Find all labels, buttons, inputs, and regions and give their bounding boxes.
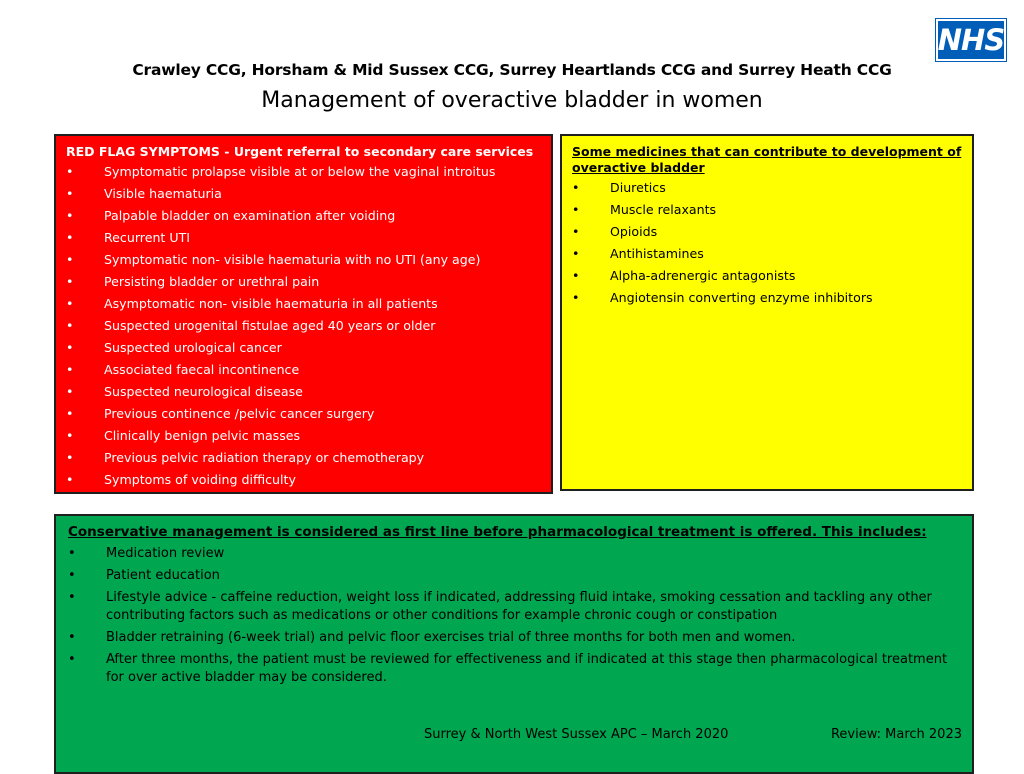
medicines-list xyxy=(572,180,962,306)
list-item-text: Medication review xyxy=(106,546,225,561)
list-item xyxy=(572,180,962,196)
list-item xyxy=(66,296,541,312)
bullet-icon: • xyxy=(66,318,74,333)
nhs-logo: NHS xyxy=(936,19,1006,61)
medicines-heading: Some medicines that can contribute to development of overactive bladder xyxy=(572,144,962,175)
list-item-text: Asymptomatic non- visible haematuria in all patients xyxy=(104,296,438,311)
bullet-icon: • xyxy=(572,268,580,283)
list-item-text: Suspected neurological disease xyxy=(104,384,303,399)
list-item xyxy=(572,246,962,262)
list-item xyxy=(68,629,960,647)
list-item-text: Previous pelvic radiation therapy or chemotherapy xyxy=(104,450,425,465)
list-item-text: Previous continence /pelvic cancer surgery xyxy=(104,406,375,421)
list-item xyxy=(66,450,541,466)
list-item xyxy=(66,186,541,202)
conservative-heading: Conservative management is considered as first line before pharmacological treatment is offered. This includes: xyxy=(68,524,927,540)
bullet-icon: • xyxy=(66,274,74,289)
bullet-icon: • xyxy=(66,252,74,267)
bullet-icon: • xyxy=(572,224,580,239)
bullet-icon: • xyxy=(68,546,76,561)
bullet-icon: • xyxy=(66,384,74,399)
list-item-text: Diuretics xyxy=(610,180,666,195)
list-item xyxy=(572,224,962,240)
list-item xyxy=(572,202,962,218)
bullet-icon: • xyxy=(572,202,580,217)
bullet-icon: • xyxy=(68,590,76,605)
list-item xyxy=(66,208,541,224)
list-item-text: Visible haematuria xyxy=(104,186,222,201)
bullet-icon: • xyxy=(66,362,74,377)
bullet-icon: • xyxy=(66,428,74,443)
list-item xyxy=(68,589,960,625)
bullet-icon: • xyxy=(66,208,74,223)
list-item-text: Bladder retraining (6-week trial) and pelvic floor exercises trial of three months for both men and women. xyxy=(106,630,796,645)
list-item-text: Persisting bladder or urethral pain xyxy=(104,274,320,289)
red-flag-heading: RED FLAG SYMPTOMS - Urgent referral to secondary care services xyxy=(66,144,534,159)
list-item xyxy=(68,545,960,563)
list-item-text: Clinically benign pelvic masses xyxy=(104,428,301,443)
list-item-text: Suspected urogenital fistulae aged 40 years or older xyxy=(104,318,436,333)
conservative-list xyxy=(68,545,960,687)
bullet-icon: • xyxy=(66,164,74,179)
list-item xyxy=(572,268,962,284)
page-title: Management of overactive bladder in women xyxy=(261,88,763,113)
list-item-text: After three months, the patient must be reviewed for effectiveness and if indicated at this stage then pharmacological treatment for over active bladder may be considered. xyxy=(106,652,948,685)
medicines-panel xyxy=(560,134,974,491)
list-item-text: Symptomatic non- visible haematuria with no UTI (any age) xyxy=(104,252,481,267)
red-flag-panel xyxy=(54,134,553,494)
list-item xyxy=(66,428,541,444)
list-item-text: Palpable bladder on examination after voiding xyxy=(104,208,396,223)
bullet-icon: • xyxy=(68,568,76,583)
list-item xyxy=(68,567,960,585)
bullet-icon: • xyxy=(66,406,74,421)
bullet-icon: • xyxy=(572,246,580,261)
bullet-icon: • xyxy=(68,652,76,667)
ccg-subtitle: Crawley CCG, Horsham & Mid Sussex CCG, Surrey Heartlands CCG and Surrey Heath CCG xyxy=(132,61,892,79)
list-item-text: Symptomatic prolapse visible at or below the vaginal introitus xyxy=(104,164,496,179)
list-item xyxy=(572,290,962,306)
bullet-icon: • xyxy=(68,630,76,645)
list-item xyxy=(66,318,541,334)
list-item-text: Suspected urological cancer xyxy=(104,340,282,355)
bullet-icon: • xyxy=(572,180,580,195)
list-item-text: Angiotensin converting enzyme inhibitors xyxy=(610,290,873,305)
list-item xyxy=(68,651,960,687)
bullet-icon: • xyxy=(66,296,74,311)
list-item xyxy=(66,406,541,422)
list-item-text: Alpha-adrenergic antagonists xyxy=(610,268,796,283)
bullet-icon: • xyxy=(66,186,74,201)
list-item-text: Muscle relaxants xyxy=(610,202,717,217)
list-item xyxy=(66,384,541,400)
list-item-text: Recurrent UTI xyxy=(104,230,190,245)
bullet-icon: • xyxy=(66,230,74,245)
list-item-text: Antihistamines xyxy=(610,246,704,261)
list-item-text: Opioids xyxy=(610,224,658,239)
red-flag-list xyxy=(66,164,541,488)
list-item-text: Associated faecal incontinence xyxy=(104,362,300,377)
bullet-icon: • xyxy=(572,290,580,305)
list-item xyxy=(66,472,541,488)
list-item xyxy=(66,230,541,246)
bullet-icon: • xyxy=(66,340,74,355)
list-item-text: Patient education xyxy=(106,568,220,583)
footer-source: Surrey & North West Sussex APC – March 2020 xyxy=(424,727,729,742)
list-item xyxy=(66,274,541,290)
list-item xyxy=(66,164,541,180)
list-item-text: Lifestyle advice - caffeine reduction, weight loss if indicated, addressing fluid intake, smoking cessation and tackling any other contributing factors such as medications or other conditions for example chronic cough or constipation xyxy=(106,590,932,623)
list-item xyxy=(66,252,541,268)
footer-review-date: Review: March 2023 xyxy=(830,727,962,742)
bullet-icon: • xyxy=(66,472,74,487)
list-item xyxy=(66,340,541,356)
bullet-icon: • xyxy=(66,450,74,465)
list-item xyxy=(66,362,541,378)
list-item-text: Symptoms of voiding difficulty xyxy=(104,472,296,487)
